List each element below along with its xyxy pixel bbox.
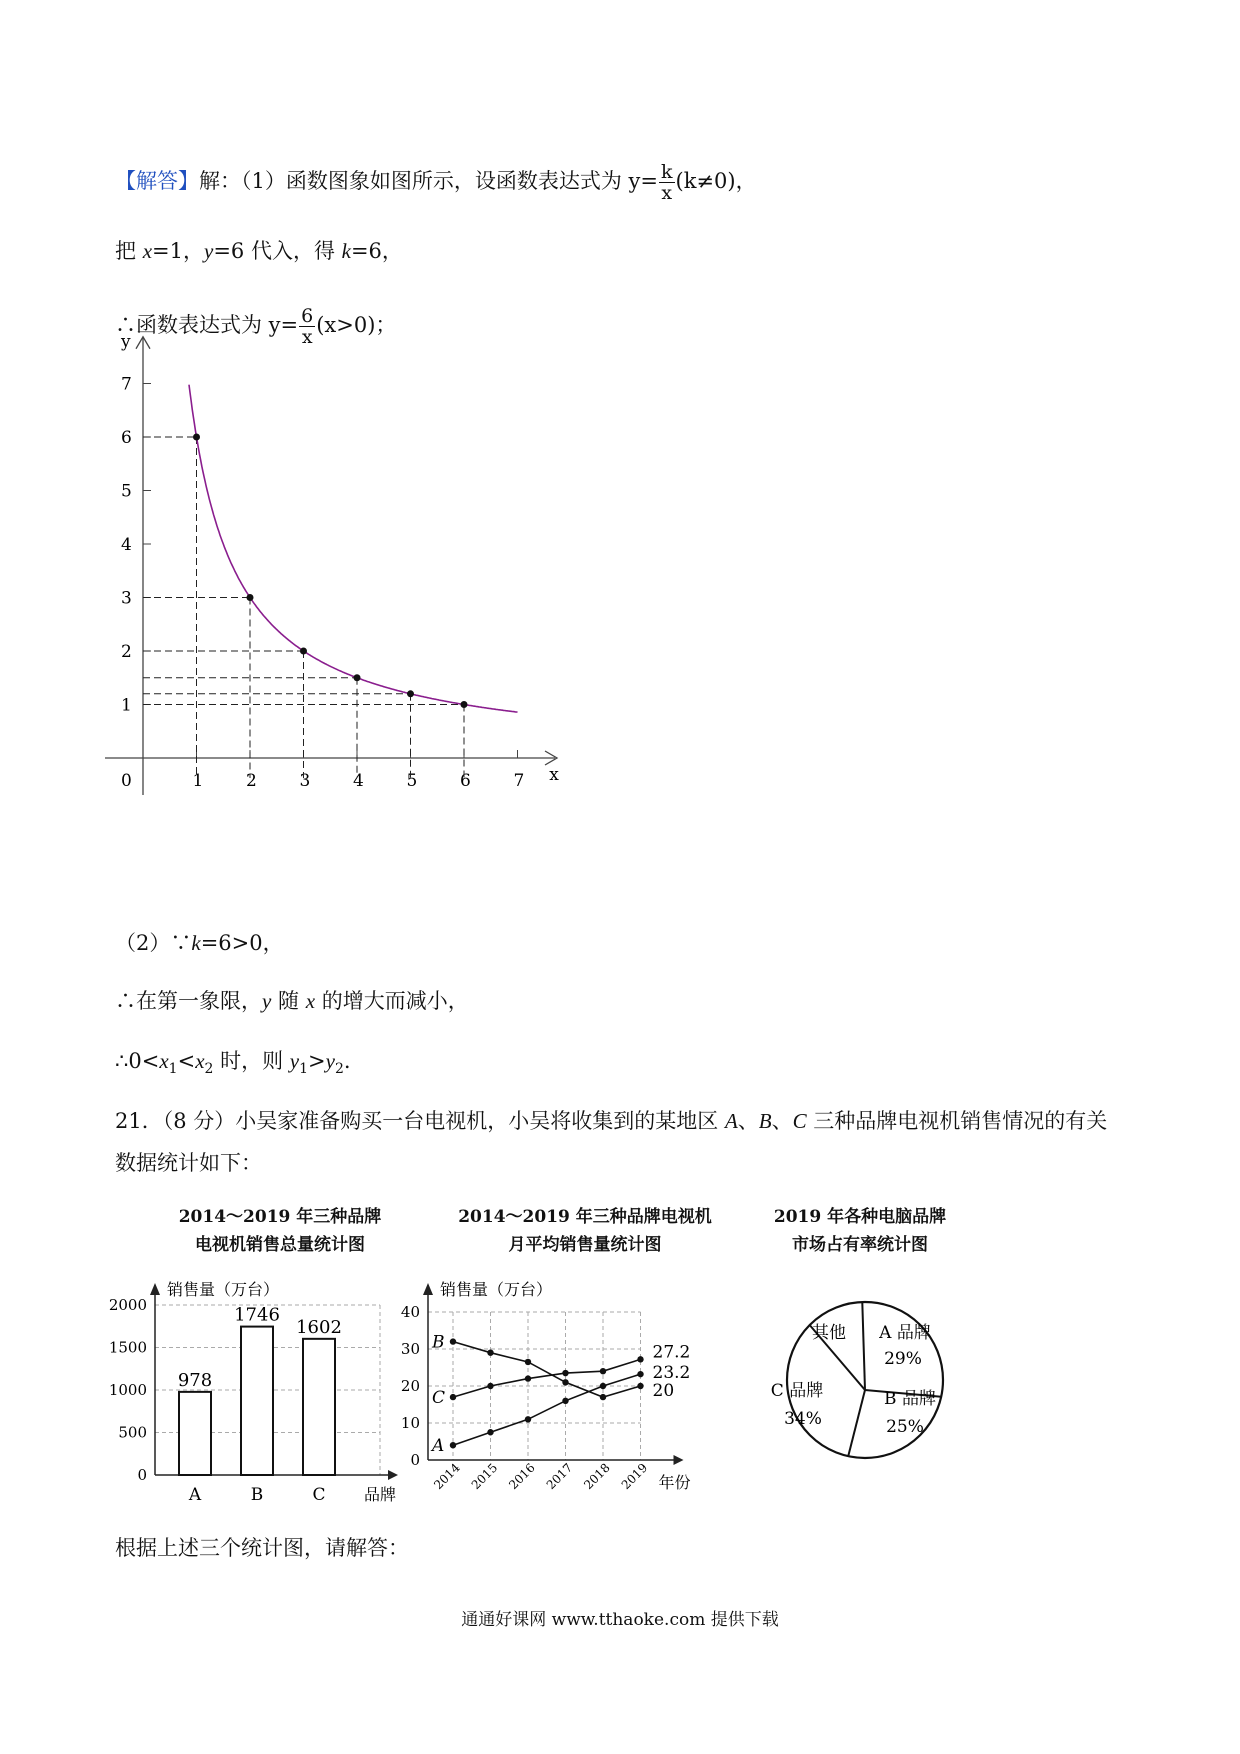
series-point-C: [637, 1356, 643, 1362]
q21-prompt: 根据上述三个统计图，请解答：: [115, 1536, 409, 1560]
series-point-B: [600, 1394, 606, 1400]
pie-slice-name: 其他: [812, 1323, 846, 1343]
series-point-B: [637, 1383, 643, 1389]
bar-value-label: 1746: [234, 1304, 280, 1326]
x-tick-label: 1: [192, 771, 204, 791]
series-point-C: [487, 1383, 493, 1389]
x-axis-label: x: [549, 765, 559, 785]
pie-slice-percent: 29%: [884, 1349, 922, 1369]
line1-pre: 解：（1）函数图象如图所示，设函数表达式为 y=: [199, 169, 658, 193]
series-point-A: [637, 1371, 643, 1377]
series-point-B: [487, 1350, 493, 1356]
x-tick-label: 2018: [581, 1460, 613, 1493]
series-point-A: [600, 1383, 606, 1389]
x-tick-label: 2019: [618, 1460, 651, 1493]
y-axis-label: 销售量（万台）: [167, 1280, 280, 1299]
line-chart: [395, 1275, 750, 1510]
x-axis-label: 品牌: [364, 1485, 397, 1504]
pie-chart: [765, 1280, 965, 1480]
x-tick-label: 6: [460, 771, 471, 791]
bar-B: [241, 1327, 273, 1475]
origin-label: 0: [121, 771, 132, 791]
y-tick-label: 20: [400, 1377, 420, 1395]
bar-value-label: 1602: [296, 1316, 342, 1338]
y-tick-label: 500: [118, 1423, 147, 1442]
y-tick-label: 2: [121, 642, 132, 662]
pie-slice-name: A 品牌: [879, 1323, 931, 1343]
y-tick-label: 10: [400, 1414, 420, 1432]
pie-slice-name: C 品牌: [770, 1381, 824, 1401]
y-tick-label: 3: [121, 588, 132, 609]
y-tick-label: 6: [121, 428, 132, 448]
curve-point: [193, 434, 200, 441]
series-point-C: [562, 1370, 568, 1376]
footer: 通通好课网 www.tthaoke.com 提供下载: [461, 1610, 779, 1630]
part2-line-3: $\therefore 0<x_1<x_2$ 时，则 $y_1>y_2$.: [115, 1049, 351, 1078]
pie-chart-title: 2019 年各种电脑品牌 市场占有率统计图: [773, 1207, 947, 1255]
x-tick-label: 2: [246, 771, 257, 791]
solution-line-2: 把 x=1，y=6 代入，得 k=6，: [115, 239, 403, 263]
pie-slice-percent: 34%: [784, 1409, 822, 1429]
curve-point: [247, 594, 254, 601]
series-line-C: [453, 1359, 641, 1397]
series-point-B: [525, 1359, 531, 1365]
x-tick-label: 5: [406, 771, 418, 791]
bar-chart-title: 2014～2019 年三种品牌 电视机销售总量统计图: [178, 1207, 382, 1255]
end-value-label: 23.2: [652, 1363, 691, 1384]
series-point-C: [525, 1375, 531, 1381]
series-label-C: C: [432, 1388, 446, 1409]
part2-line-1: （2）∵k=6>0，: [115, 931, 284, 955]
bar-C: [303, 1339, 335, 1475]
answer-tag: 【解答】: [115, 169, 199, 193]
y-axis-label: y: [121, 331, 131, 352]
y-tick-label: 7: [121, 374, 132, 395]
function-graph: [105, 331, 645, 890]
y-tick-label: 1: [121, 695, 132, 716]
q21-line-1: 21．（8 分）小吴家准备购买一台电视机，小吴将收集到的某地区 A、B、C 三种品牌电视机销售情况的有关: [115, 1109, 1108, 1133]
y-tick-label: 5: [121, 481, 132, 502]
fraction-6-over-x: $\frac{6}{x}$: [301, 305, 314, 348]
bar-chart: [105, 1275, 410, 1505]
solution-line-3: ∴函数表达式为 y= $\frac{6}{x}$ (x>0)；: [115, 305, 397, 348]
bar-A: [179, 1392, 211, 1475]
y-tick-label: 30: [400, 1340, 420, 1358]
line1-post: (k≠0)，: [675, 169, 757, 193]
series-point-A: [487, 1429, 493, 1435]
y-axis-label: 销售量（万台）: [440, 1280, 553, 1299]
x-tick-label: 2016: [506, 1460, 538, 1493]
series-point-A: [562, 1398, 568, 1404]
series-label-B: B: [432, 1332, 445, 1353]
end-value-label: 27.2: [652, 1342, 691, 1363]
category-label: A: [188, 1485, 202, 1505]
y-axis-arrow: [150, 1283, 160, 1295]
x-tick-label: 3: [299, 771, 311, 791]
end-value-label: 20: [652, 1381, 675, 1401]
y-tick-label: 4: [121, 535, 132, 555]
pie-slice-name: B 品牌: [884, 1389, 936, 1409]
y-tick-label: 40: [400, 1303, 420, 1321]
fraction-k-over-x: $\frac{k}{x}$: [661, 161, 673, 204]
curve-point: [461, 701, 468, 708]
y-tick-label: 1000: [108, 1381, 147, 1399]
curve-point: [407, 690, 414, 697]
y-tick-label: 1500: [108, 1338, 147, 1357]
series-label-A: A: [432, 1436, 445, 1457]
category-label: B: [250, 1485, 264, 1505]
bar-value-label: 978: [177, 1369, 213, 1391]
curve-point: [354, 674, 361, 681]
q21-line-2: 数据统计如下：: [115, 1151, 262, 1175]
series-point-B: [562, 1379, 568, 1385]
series-line-A: [453, 1374, 641, 1445]
x-axis-arrow: [674, 1455, 684, 1465]
category-label: C: [312, 1485, 326, 1505]
y-axis-arrow: [423, 1283, 433, 1295]
x-tick-label: 7: [513, 771, 525, 791]
part2-line-2: ∴在第一象限，y 随 x 的增大而减小，: [115, 989, 469, 1013]
series-point-C: [600, 1368, 606, 1374]
curve-point: [300, 648, 307, 655]
curve-y-6-over-x: [189, 385, 518, 712]
series-point-A: [450, 1442, 456, 1448]
series-point-C: [450, 1394, 456, 1400]
x-tick-label: 2015: [468, 1460, 501, 1493]
x-axis-label: 年份: [658, 1473, 691, 1492]
pie-slice-percent: 25%: [886, 1417, 924, 1437]
y-tick-label: 0: [410, 1451, 420, 1469]
series-point-B: [450, 1338, 456, 1344]
line-chart-title: 2014～2019 年三种品牌电视机 月平均销售量统计图: [458, 1207, 712, 1255]
x-tick-label: 4: [353, 771, 364, 791]
y-tick-label: 2000: [108, 1296, 147, 1314]
x-tick-label: 2017: [543, 1460, 576, 1493]
y-tick-label: 0: [137, 1466, 147, 1484]
solution-line-1: [115, 162, 757, 203]
series-point-A: [525, 1416, 531, 1422]
x-tick-label: 2014: [431, 1460, 463, 1493]
